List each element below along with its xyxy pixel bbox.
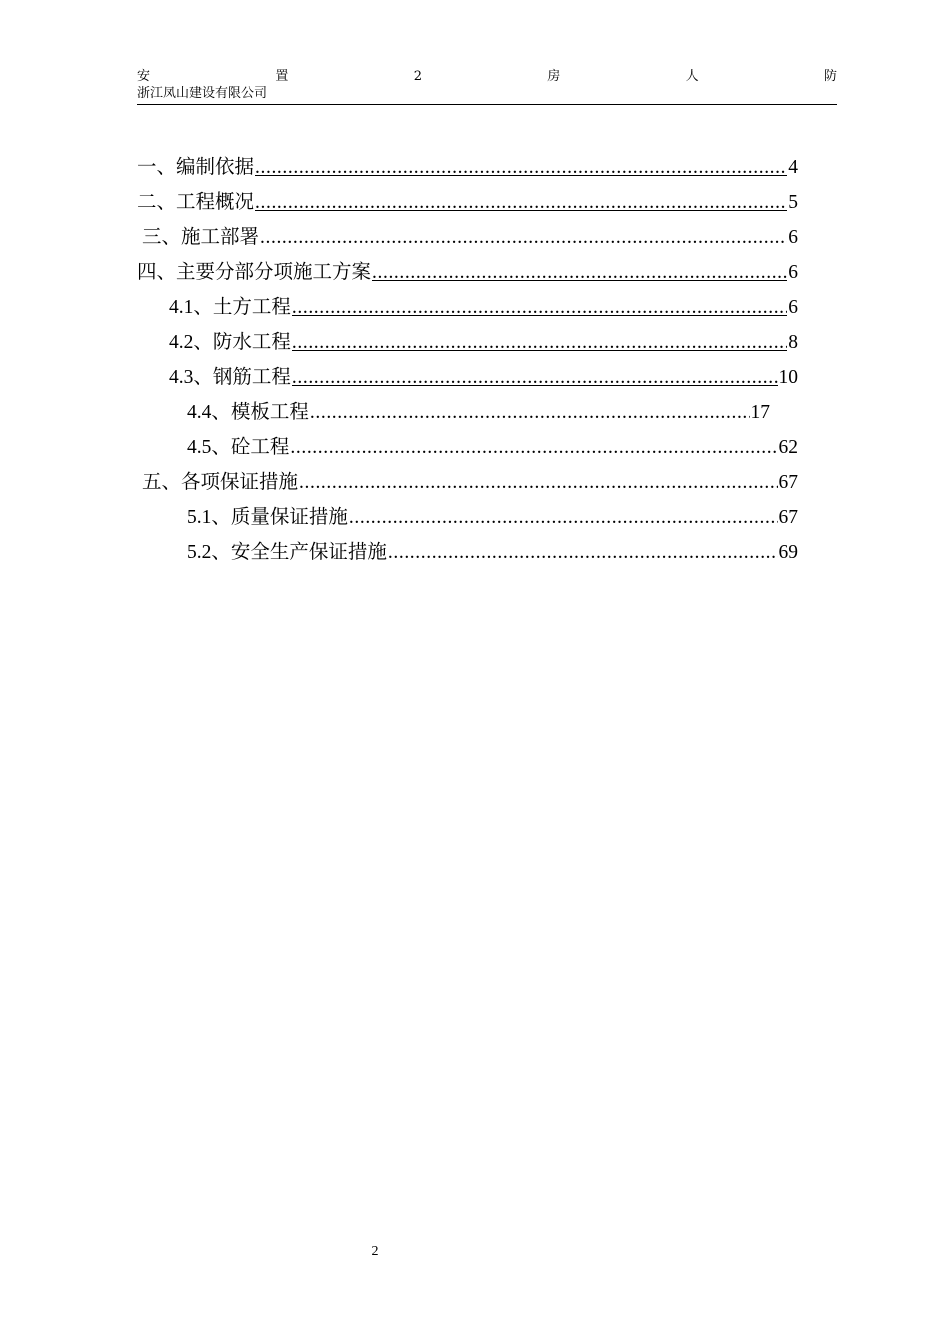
toc-entry-label: 一、编制依据	[137, 155, 255, 178]
toc-entry[interactable]	[169, 364, 798, 390]
toc-entry[interactable]	[142, 469, 798, 495]
toc-entry[interactable]	[187, 399, 770, 425]
toc-entry-number: 4.4	[187, 402, 212, 423]
toc-entry-page: 5	[788, 192, 798, 213]
footer-page-number: 2	[371, 1244, 379, 1259]
toc-entry[interactable]	[187, 539, 798, 565]
toc-leader	[292, 330, 787, 351]
toc-entry-page: 4	[788, 157, 798, 178]
toc-entry[interactable]	[137, 189, 798, 215]
page-header	[137, 68, 837, 105]
toc-leader	[255, 155, 787, 176]
toc-entry[interactable]	[137, 259, 798, 285]
toc-entry-page: 8	[788, 332, 798, 353]
toc-entry-page: 67	[778, 507, 798, 528]
toc-entry[interactable]	[137, 154, 798, 180]
toc-entry[interactable]	[142, 224, 798, 250]
toc-leader	[255, 190, 787, 211]
header-title-char: 人	[685, 69, 699, 84]
toc-entry-number: 4.2	[169, 332, 194, 353]
toc-entry-page: 6	[788, 227, 798, 248]
toc-leader	[292, 365, 778, 386]
toc-entry-page: 10	[778, 367, 798, 388]
toc-entry-page: 17	[750, 402, 770, 423]
toc-entry-number: 4.5	[187, 437, 212, 458]
toc-entry-label: 、砼工程	[211, 435, 290, 458]
header-company: 浙江凤山建设有限公司	[137, 86, 268, 101]
toc-entry-number: 5.2	[187, 542, 212, 563]
toc-entry[interactable]	[187, 434, 798, 460]
toc-entry-label: 、质量保证措施	[211, 505, 348, 528]
toc-entry-label: 二、工程概况	[137, 190, 255, 213]
header-title-char: 房	[547, 69, 561, 84]
toc-leader	[372, 260, 787, 281]
toc-entry-label: 、防水工程	[193, 330, 291, 353]
toc-entry-number: 5.1	[187, 507, 212, 528]
header-title-char: 防	[823, 69, 837, 84]
toc-entry-label: 三、施工部署	[142, 225, 260, 248]
toc-entry-page: 6	[788, 297, 798, 318]
toc-entry[interactable]	[187, 504, 798, 530]
header-title-char: 安	[137, 69, 151, 84]
toc-entry-label: 五、各项保证措施	[142, 470, 299, 493]
toc-leader	[260, 225, 787, 251]
toc-entry-number: 4.3	[169, 367, 194, 388]
toc-leader	[292, 295, 787, 316]
toc-leader	[299, 470, 777, 496]
toc-entry-label: 、土方工程	[193, 295, 291, 318]
toc-entry[interactable]	[169, 329, 798, 355]
toc-leader	[290, 435, 777, 461]
toc-leader	[310, 400, 750, 426]
header-title	[137, 68, 837, 86]
toc-entry-page: 62	[778, 437, 798, 458]
toc-entry-label: 、钢筋工程	[193, 365, 291, 388]
toc-entry-label: 、安全生产保证措施	[211, 540, 387, 563]
toc-entry-label: 、模板工程	[211, 400, 309, 423]
header-title-char: 置	[275, 69, 289, 84]
header-title-char: 2	[413, 69, 422, 84]
toc-entry-number: 4.1	[169, 297, 194, 318]
toc-entry-page: 69	[778, 542, 798, 563]
toc-entry-page: 67	[778, 472, 798, 493]
toc-entry-page: 6	[788, 262, 798, 283]
toc-entry[interactable]	[169, 294, 798, 320]
toc-leader	[388, 540, 778, 566]
toc-leader	[349, 505, 778, 531]
toc-entry-label: 四、主要分部分项施工方案	[137, 260, 372, 283]
